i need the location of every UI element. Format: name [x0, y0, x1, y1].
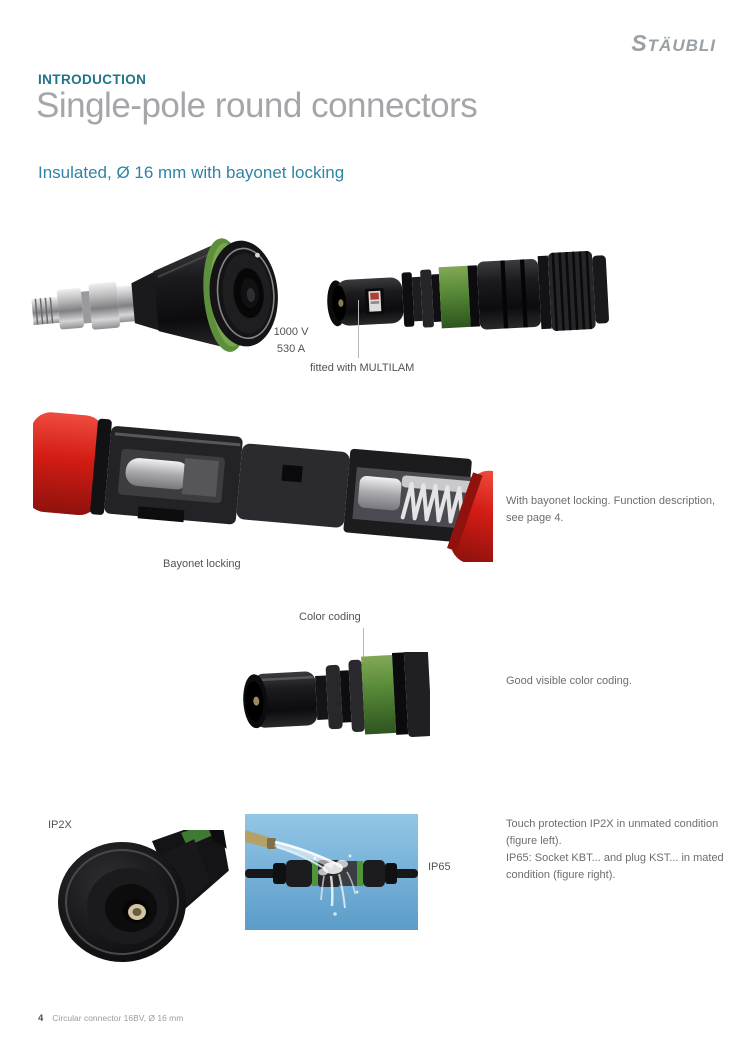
page-number: 4: [38, 1013, 44, 1024]
ip65-spray-illustration: [245, 814, 418, 930]
ip-description-line1: Touch protection IP2X in unmated condition (figure left).: [506, 818, 719, 848]
socket-photo: [30, 234, 283, 365]
color-coding-description: Good visible color coding.: [506, 675, 632, 687]
color-coding-caption: Color coding: [299, 611, 361, 623]
connector-pair-illustration: [30, 230, 610, 365]
bayonet-description: With bayonet locking. Function description, see page 4.: [506, 495, 716, 525]
multilam-leader-line: [358, 300, 359, 358]
logo-rest: TÄUBLI: [647, 36, 716, 55]
ip-description: [506, 816, 734, 884]
ip-description-line2: IP65: Socket KBT... and plug KST... in mated condition (figure right).: [506, 852, 724, 882]
bayonet-cutaway-illustration: [33, 407, 493, 562]
voltage-label: 1000 V: [273, 326, 309, 338]
multilam-note: fitted with MULTILAM: [310, 362, 415, 374]
section-eyebrow: INTRODUCTION: [38, 72, 147, 87]
page-subtitle: Insulated, Ø 16 mm with bayonet locking: [38, 163, 345, 182]
current-label: 530 A: [276, 342, 306, 355]
plug-photo: [325, 250, 609, 343]
color-coding-illustration: [240, 652, 430, 742]
logo-first-letter: S: [631, 30, 648, 56]
bayonet-caption: Bayonet locking: [163, 558, 241, 570]
ratings-label: [265, 324, 317, 357]
footer-note: Circular connector 16BV, Ø 16 mm: [52, 1013, 184, 1023]
ip2x-illustration: [40, 830, 230, 962]
page-footer: [38, 1013, 183, 1024]
ip65-caption: IP65: [428, 861, 451, 873]
staubli-logo: [631, 30, 716, 57]
ip2x-caption: IP2X: [48, 819, 72, 831]
page-title: Single-pole round connectors: [36, 86, 478, 125]
